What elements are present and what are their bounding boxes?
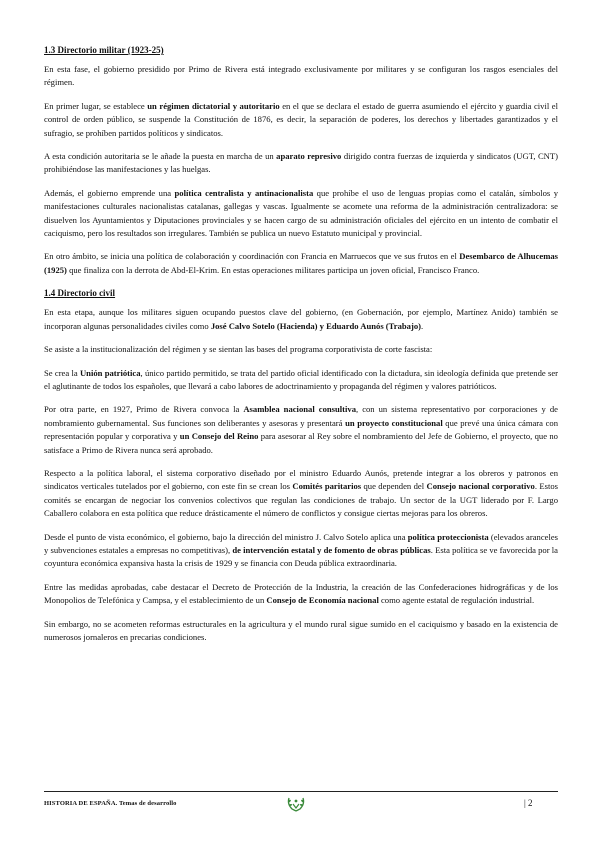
text-run: Se crea la <box>44 367 80 378</box>
paragraph <box>44 150 558 177</box>
paragraph <box>44 618 558 645</box>
paragraph <box>44 63 558 90</box>
text-run: A esta condición autoritaria se le añade la puesta en marcha de un <box>44 151 277 162</box>
text-run: Por otra parte, en 1927, Primo de Rivera convoca la <box>44 404 244 415</box>
text-run: En esta fase, el gobierno presidido por Primo de Rivera está integrado exclusivamente por militares y se configuran los rasgos esenciales del régimen. <box>44 64 558 88</box>
text-run: . Estos comités se encargan de negociar los convenios colectivos que regulan las condiciones de trabajo. Un sector de la UGT liderado por F. Largo Caballero colabora en esta política que reduce drásticamente el número de conflictos y consigue ciertas mejoras para los obreros. <box>44 481 558 519</box>
text-run: que dependen del <box>361 481 427 492</box>
text-run: En otro ámbito, se inicia una política de colaboración y coordinación con Francia en Marruecos que ve sus frutos en el <box>44 251 460 262</box>
text-run: dirigido contra fuerzas de izquierda y sindicatos (UGT, CNT) prohibiéndose las manifestaciones y las huelgas. <box>44 151 558 175</box>
paragraph <box>44 467 558 521</box>
footer-title: HISTORIA DE ESPAÑA. Temas de desarrollo <box>44 800 177 807</box>
section-heading-directorio-civil: 1.4 Directorio civil <box>44 288 116 299</box>
text-run: . <box>420 320 424 331</box>
text-run: , único partido permitido, se trata del partido oficial identificado con la dictadura, sin ideología definida que pretende ser el aglutinante de todos los españoles, que llevará a cabo labores de adoctrinamiento y propaganda del régimen y valores patrióticos. <box>44 367 559 391</box>
paragraph <box>44 403 558 457</box>
paragraph <box>44 531 558 571</box>
text-run: en el que se declara el estado de guerra asumiendo el ejército y guardia civil el control de orden público, se suspende la Constitución de 1876, es decir, la separación de poderes, los derechos y libertades garantizados y el sufragio, se prohíben partidos políticos y sindicatos. <box>44 100 558 138</box>
bold-term: un Consejo del Reino <box>179 431 259 442</box>
text-run: Desde el punto de vista económico, el gobierno, bajo la dirección del ministro J. Calvo Sotelo aplica una <box>44 531 408 542</box>
bold-term: Consejo de Economía nacional <box>266 595 379 606</box>
text-run: , con un sistema representativo por corporaciones y de nombramiento gubernamental. Sus funciones son deliberantes y asesoras y presentará <box>44 404 558 428</box>
bold-term: un régimen dictatorial y autoritario <box>147 100 280 111</box>
paragraph <box>44 306 558 333</box>
bold-term: política proteccionista <box>407 531 489 542</box>
text-run: que prohíbe el uso de lenguas propias como el catalán, símbolos y manifestaciones culturales nacionalistas catalanas, gallegas y vascas. Igualmente se acomete una reforma de la administración centralizadora: se disuelven los Ayuntamientos y Diputaciones provinciales y se hacen cargo de su administración oficiales del ejército en un intento de combatir el caciquismo, pero los resultados son irregulares. También se publica un nuevo Estatuto municipal y provincial. <box>44 187 559 239</box>
paragraph <box>44 187 558 241</box>
section-heading-directorio-militar: 1.3 Directorio militar (1923-25) <box>44 45 164 55</box>
text-run: En primer lugar, se establece <box>44 100 148 111</box>
bold-term: Desembarco de Alhucemas (1925) <box>44 251 558 275</box>
text-run: Además, el gobierno emprende una <box>44 187 175 198</box>
footer-divider <box>44 791 558 792</box>
paragraph <box>44 581 558 608</box>
text-run: Sin embargo, no se acometen reformas estructurales en la agricultura y el mundo rural sigue sumido en el caciquismo y basado en la existencia de numerosos jornaleros en precarias condiciones. <box>44 618 558 642</box>
text-run: Respecto a la política laboral, el sistema corporativo diseñado por el ministro Eduardo Aunós, pretende integrar a los obreros y patronos en sindicatos verticales tutelados por el gobierno, con este fin se crean los <box>44 467 558 492</box>
paragraph <box>44 250 558 277</box>
bold-term: Comités paritarios <box>292 481 362 492</box>
text-run: En esta etapa, aunque los militares siguen ocupando puestos clave del gobierno, (en Gobernación, por ejemplo, Martínez Anido) también se incorporan algunas personalidades civiles como <box>44 307 558 331</box>
paragraph <box>44 100 558 140</box>
text-run: para asesorar al Rey sobre el nombramiento del Jefe de Gobierno, el proyecto, que no satisface a Primo de Rivera nunca será aprobado. <box>44 431 558 455</box>
bold-term: José Calvo Sotelo (Hacienda) y Eduardo Aunós (Trabajo) <box>210 320 421 331</box>
paragraph <box>44 343 558 356</box>
text-run: (elevados aranceles y subvenciones estatales a empresas no competitivas), <box>44 531 559 555</box>
document-body <box>44 44 558 654</box>
bold-term: política centralista y antinacionalista <box>174 187 314 198</box>
text-run: como agente estatal de regulación industrial. <box>378 595 535 606</box>
bold-term: Consejo nacional corporativo <box>426 481 535 492</box>
text-run: Se asiste a la institucionalización del régimen y se sientan las bases del programa corporativista de corte fascista: <box>44 344 433 355</box>
bold-term: de intervención estatal y de fomento de obras públicas <box>232 544 431 555</box>
page-number: | 2 <box>524 798 533 808</box>
bold-term: un proyecto constitucional <box>345 417 443 428</box>
text-run: . Esta política se ve favorecida por la coyuntura económica expansiva hasta la crisis de 1929 y se financia con Deuda pública extraordinaria. <box>44 544 558 569</box>
text-run: que prevé una única cámara con representación popular y corporativa y <box>44 417 558 442</box>
laurel-emblem-icon <box>285 795 307 813</box>
text-run: Entre las medidas aprobadas, cabe destacar el Decreto de Protección de la Industria, la creación de las Confederaciones hidrográficas y de los Monopolios de Telefónica y Campsa, y el establecimiento de un <box>44 581 558 606</box>
bold-term: Asamblea nacional consultiva <box>243 404 356 415</box>
bold-term: aparato represivo <box>276 151 342 162</box>
bold-term: Unión patriótica <box>79 367 141 378</box>
text-run: que finaliza con la derrota de Abd-El-Krim. En estas operaciones militares participa un joven oficial, Francisco Franco. <box>66 264 480 275</box>
paragraph <box>44 367 558 394</box>
